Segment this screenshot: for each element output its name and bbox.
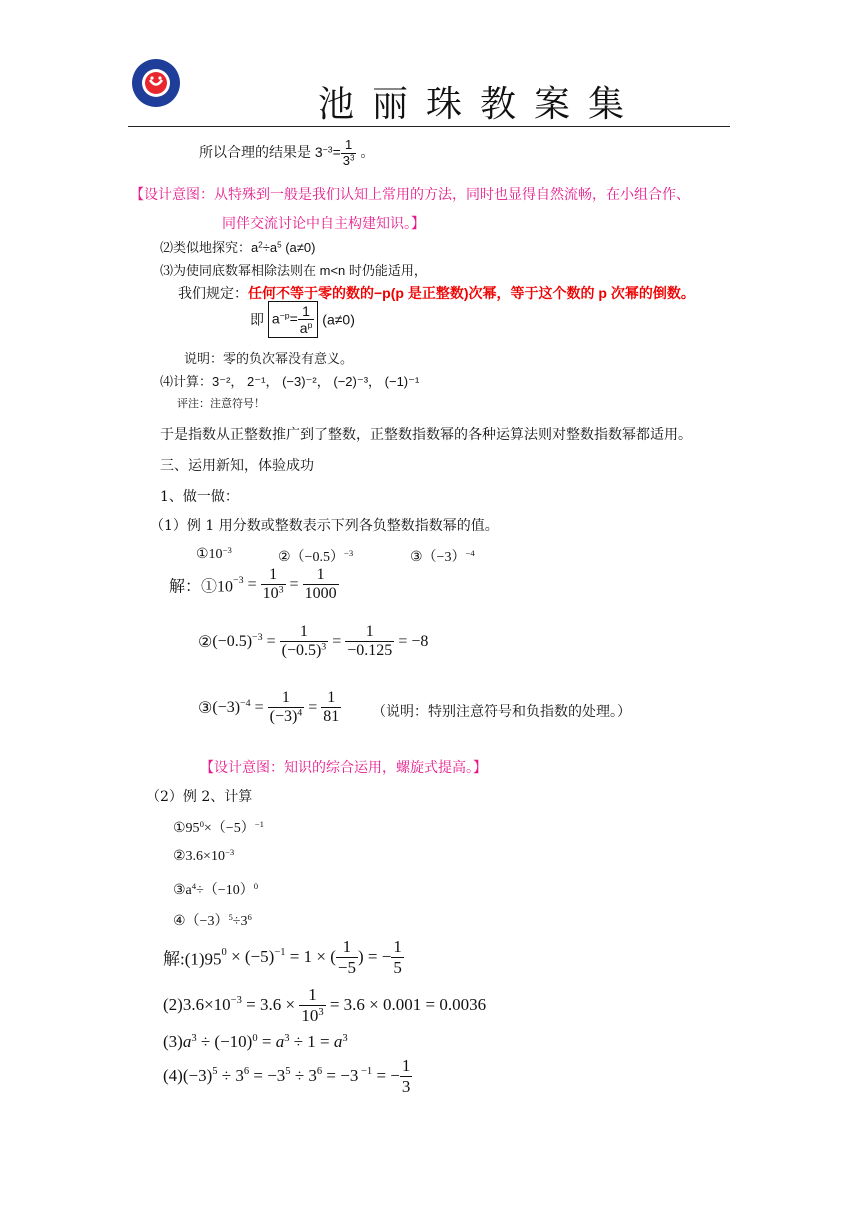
example1-title: （1）例 1 用分数或整数表示下列各负整数指数幂的值。 xyxy=(150,518,499,534)
example2-item-3: $③a^4\div(-10)^0$ xyxy=(173,881,259,898)
zero-note: 说明：零的负次幂没有意义。 xyxy=(184,351,354,366)
answer-2: $(2)3.6\times 10^{-3} = 3.6$ × $\frac{1}{10^3}$ = 3.6 × 0.001 = 0.0036 xyxy=(163,985,487,1025)
header-divider xyxy=(128,126,730,127)
example2-item-2: $②3.6\times 10^{-3}$ xyxy=(173,847,235,864)
definition-line: 我们规定：任何不等于零的数的−p(p 是正整数)次幂，等于这个数的 p 次幂的倒数。 xyxy=(178,285,695,301)
answer-3: $(3)a^3 \div (-10)^0 = a^3 \div 1 = a^3$ xyxy=(163,1032,348,1051)
formula-box: $a^{-p}=$ $\frac{1}{a^p}$ xyxy=(268,301,319,338)
condition-line: ⑶为使同底数幂相除法则在 m<n 时仍能适用， xyxy=(160,263,427,278)
answer-1: 解$:(1)95^0 \times (-5)^{-1} = 1$ × ( $\frac{1}{-5}$ ) = − $\frac{1}{5}$ xyxy=(163,937,402,977)
comment-line: 评注：注意符号！ xyxy=(177,398,265,410)
solution1-a: 解：$①10^{-3}$ = $\frac{1}{10^3}$ = $\frac{1}{1000}$ xyxy=(169,566,337,603)
solution1-note: （说明：特别注意符号和负指数的处理。） xyxy=(372,704,631,720)
example2-item-4: $④(-3)^5\div 3^6$ xyxy=(173,912,252,929)
solution1-c: $③(-3)^{-4}$ = $\frac{1}{(-3)^4}$ = $\frac{1}{81}$ xyxy=(198,689,340,726)
school-logo-icon xyxy=(131,58,181,108)
section-three-heading: 三、运用新知，体验成功 xyxy=(160,458,314,474)
negative-exponent-rule: 任何不等于零的数的−p(p 是正整数)次幂，等于这个数的 p 次幂的倒数。 xyxy=(248,285,695,301)
example2-title: （2）例 2、计算 xyxy=(146,789,253,805)
design-intent-1a: 【设计意图：从特殊到一般是我们认知上常用的方法，同时也显得自然流畅，在小组合作、 xyxy=(130,187,690,203)
conclusion-line: 于是指数从正整数推广到了整数，正整数指数幂的各种运算法则对整数指数幂都适用。 xyxy=(160,427,692,443)
design-intent-2: 【设计意图：知识的综合运用，螺旋式提高。】 xyxy=(200,760,487,776)
example1-item-b: $②(-0.5)^{-3}$ xyxy=(278,548,354,565)
reasonable-result-line: 所以合理的结果是 $3^{-3}=$ $\frac{1}{3^3}$ 。 xyxy=(199,137,375,168)
answer-4: $(4)(-3)^5 \div 3^6 = -3^5 \div 3^6 = -3$ $^{-1}$ = − $\frac{1}{3}$ xyxy=(163,1056,411,1096)
compute-line: ⑷计算：3⁻²， 2⁻¹， (−3)⁻²， (−2)⁻³， (−1)⁻¹ xyxy=(160,374,420,389)
try-it-heading: 1、做一做： xyxy=(160,489,239,505)
negative-exponent-formula: 即 $a^{-p}=$ $\frac{1}{a^p}$ (a≠0) xyxy=(250,301,355,338)
example1-item-a: $①10^{-3}$ xyxy=(196,545,232,562)
solution1-b: $②(-0.5)^{-3}$ = $\frac{1}{(-0.5)^3}$ = $\frac{1}{-0.125}$ = −8 xyxy=(198,623,429,660)
page-title: 池丽珠教案集 xyxy=(318,84,643,125)
design-intent-1b: 同伴交流讨论中自主构建知识。】 xyxy=(222,216,425,232)
similar-explore-line: ⑵类似地探究：$a^2\div a^5$ (a≠0) xyxy=(160,240,316,255)
example2-item-1: $①95^0\times(-5)^{-1}$ xyxy=(173,819,264,836)
example1-item-c: $③(-3)^{-4}$ xyxy=(410,548,475,565)
